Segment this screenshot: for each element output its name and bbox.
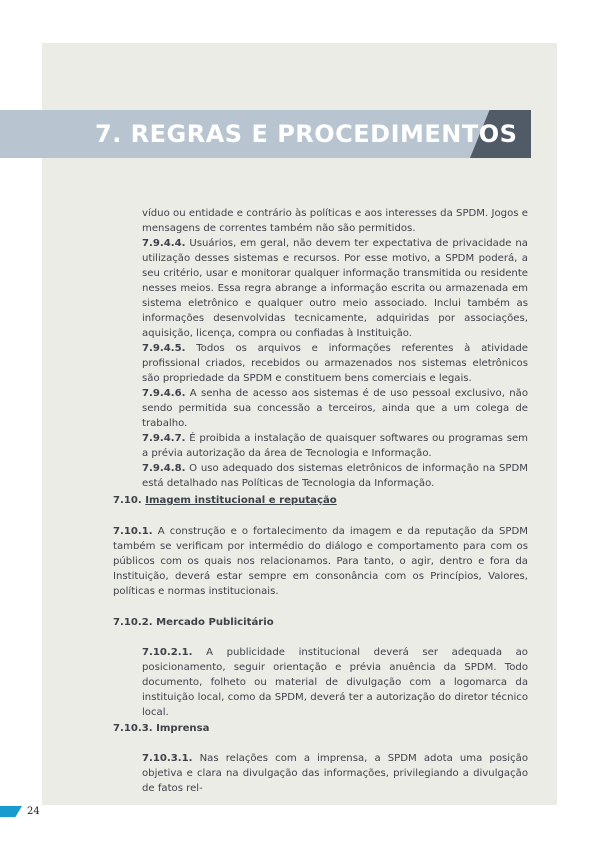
paragraph-7-9-4-4 (142, 236, 528, 341)
item-text: É proibida a instalação de quaisquer softwares ou programas sem a prévia autorização da área de Tecnologia e Informação. (142, 433, 528, 459)
section-7-10-1 (113, 524, 528, 599)
paragraph-7-9-4-7 (142, 431, 528, 461)
item-number: 7.9.4.4. (142, 238, 186, 249)
footer-accent (0, 806, 22, 817)
paragraph-7-9-4-6 (142, 386, 528, 431)
item-number: 7.9.4.5. (142, 343, 186, 354)
section-title: 7. REGRAS E PROCEDIMENTOS (95, 120, 518, 148)
heading-7-10 (113, 493, 528, 508)
section-7-9-4 (142, 206, 528, 491)
paragraph-7-9-4-8 (142, 461, 528, 491)
heading-7-10-3: 7.10.3. Imprensa (113, 723, 210, 734)
paragraph-7-10-3-1 (142, 751, 528, 796)
paragraph-7-9-4-5 (142, 341, 528, 386)
page-number: 24 (27, 806, 40, 817)
item-number: 7.9.4.7. (142, 433, 186, 444)
paragraph-7-10-2-1 (142, 645, 528, 720)
heading-text: Imagem institucional e reputação (145, 495, 337, 506)
item-text: A construção e o fortalecimento da imagem e da reputação da SPDM também se verificam por intermédio do diálogo e comportamento para com os públicos com os quais nos relacionamos. Para tanto, o agir, dentro e fora da Instituição, deverá estar sempre em consonância com os Princípios, Valores, políticas e normas institucionais. (113, 526, 528, 597)
paragraph-continuation: víduo ou entidade e contrário às políticas e aos interesses da SPDM. Jogos e mensagens de correntes também não são permitidos. (142, 208, 528, 234)
item-number: 7.9.4.6. (142, 388, 186, 399)
item-text: Todos os arquivos e informações referentes à atividade profissional criados, recebidos ou armazenados nos sistemas eletrônicos são propriedade da SPDM e constituem bens comerciais e legais. (142, 343, 528, 384)
item-text: O uso adequado dos sistemas eletrônicos de informação na SPDM está detalhado nas Políticas de Tecnologia da Informação. (142, 463, 528, 489)
section-7-10-2-1 (142, 645, 528, 720)
item-number: 7.10.2.1. (142, 647, 193, 658)
section-7-10-3-1 (142, 751, 528, 796)
item-text: Usuários, em geral, não devem ter expectativa de privacidade na utilização desses sistemas e recursos. Por esse motivo, a SPDM poderá, a seu critério, usar e monitorar qualquer informação transmitida ou residente nesses meios. Essa regra abrange a informação escrita ou armazenada em sistema eletrônico e qualquer outro meio associado. Inclui também as informações desenvolvidas tecnicamente, adquiridas por associações, aquisição, licença, compra ou confiadas à Instituição. (142, 238, 528, 339)
heading-number: 7.10. (113, 495, 142, 506)
item-number: 7.9.4.8. (142, 463, 186, 474)
heading-7-10-2: 7.10.2. Mercado Publicitário (113, 617, 274, 628)
item-text: Nas relações com a imprensa, a SPDM adota uma posição objetiva e clara na divulgação das informações, privilegiando a divulgação de fatos rel- (142, 753, 528, 794)
item-text: A publicidade institucional deverá ser adequada ao posicionamento, seguir orientação e prévia anuência da SPDM. Todo documento, folheto ou material de divulgação com a logomarca da instituição local, como da SPDM, deverá ter a autorização do diretor técnico local. (142, 647, 528, 718)
item-number: 7.10.3.1. (142, 753, 193, 764)
item-text: A senha de acesso aos sistemas é de uso pessoal exclusivo, não sendo permitida sua concessão a terceiros, ainda que a um colega de trabalho. (142, 388, 528, 429)
paragraph-7-10-1 (113, 524, 528, 599)
item-number: 7.10.1. (113, 526, 153, 537)
